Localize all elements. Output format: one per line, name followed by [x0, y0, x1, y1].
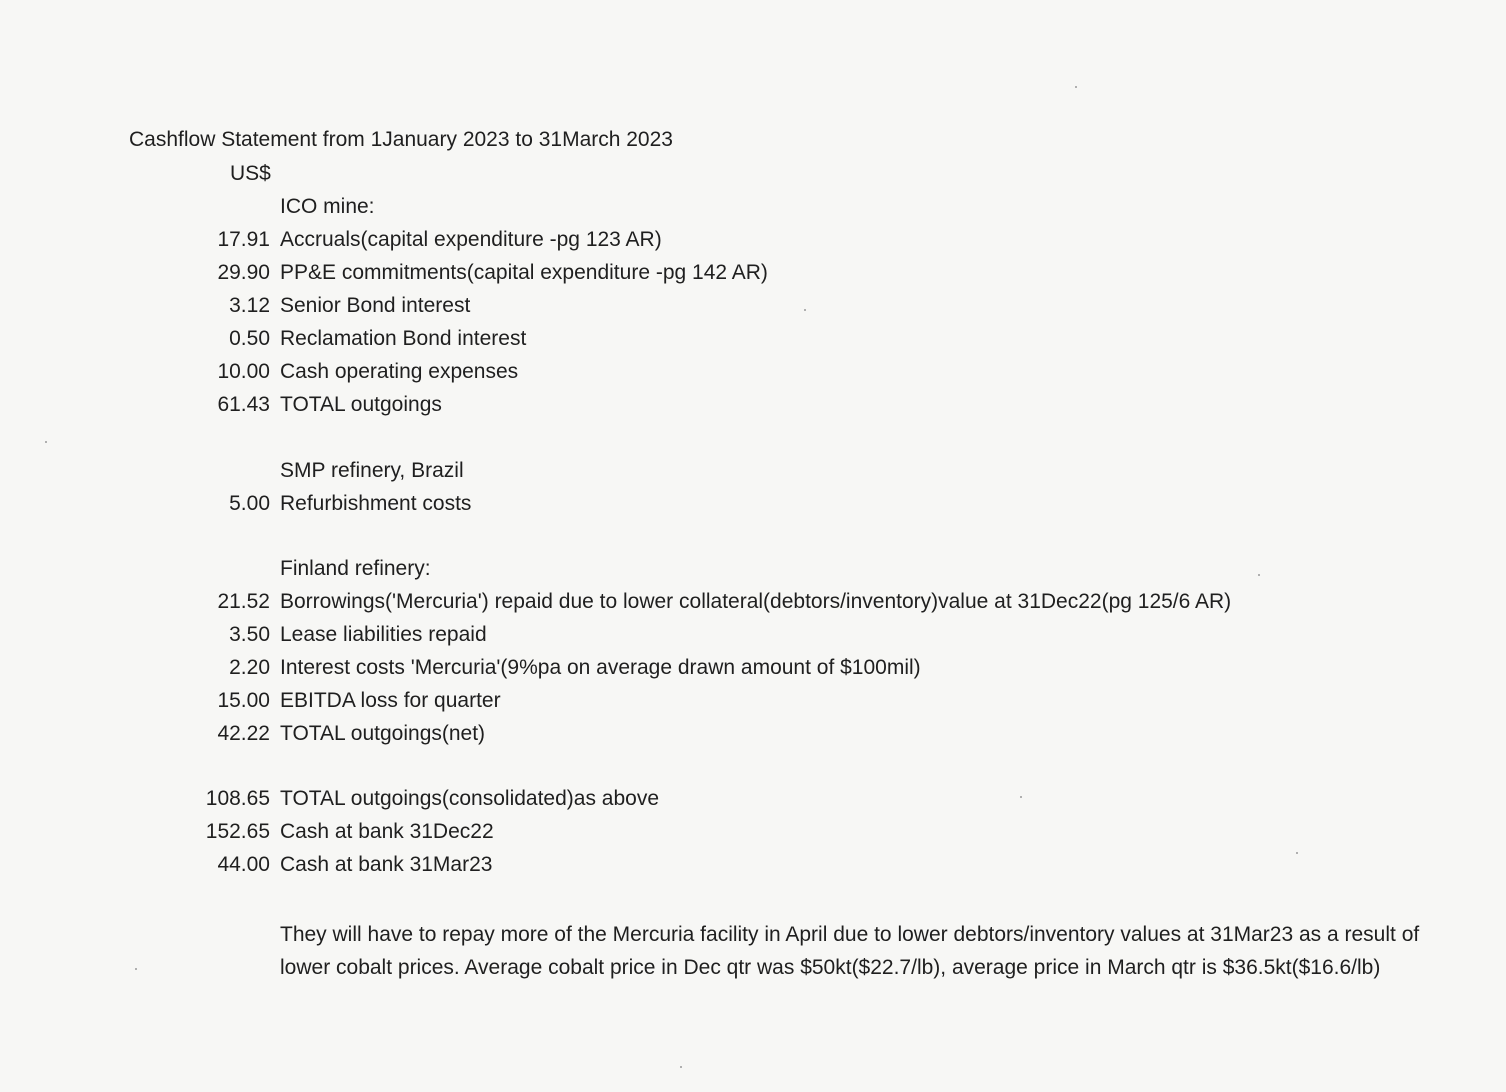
scan-speck	[1020, 796, 1022, 798]
row-label: Borrowings('Mercuria') repaid due to lower collateral(debtors/inventory)value at 31Dec22(pg 125/6 AR)	[280, 590, 1232, 613]
scan-speck	[1075, 86, 1077, 88]
section-heading-ico-mine: ICO mine:	[280, 195, 375, 218]
scan-speck	[1258, 574, 1260, 576]
row-label: TOTAL outgoings(net)	[280, 722, 486, 745]
row-amount: 10.00	[217, 360, 270, 383]
row-amount: 2.20	[229, 656, 270, 679]
row-label: EBITDA loss for quarter	[280, 689, 501, 712]
row-amount: 21.52	[217, 590, 270, 613]
row-label: TOTAL outgoings	[280, 393, 442, 416]
row-label: Lease liabilities repaid	[280, 623, 487, 646]
row-label: Reclamation Bond interest	[280, 327, 527, 350]
scan-speck	[135, 968, 137, 970]
row-amount: 108.65	[205, 787, 270, 810]
row-amount: 3.12	[229, 294, 270, 317]
section-heading-finland-refinery: Finland refinery:	[280, 557, 431, 580]
currency-label: US$	[230, 162, 271, 185]
scan-speck	[1296, 852, 1298, 854]
row-amount: 44.00	[217, 853, 270, 876]
row-label: TOTAL outgoings(consolidated)as above	[280, 787, 660, 810]
section-heading-smp-refinery: SMP refinery, Brazil	[280, 459, 464, 482]
scan-speck	[680, 1066, 682, 1068]
scan-speck	[45, 441, 47, 443]
document-title: Cashflow Statement from 1January 2023 to 31March 2023	[129, 128, 673, 151]
row-amount: 5.00	[229, 492, 270, 515]
row-amount: 3.50	[229, 623, 270, 646]
row-amount: 15.00	[217, 689, 270, 712]
row-label: Cash at bank 31Dec22	[280, 820, 494, 843]
row-label: PP&E commitments(capital expenditure -pg 142 AR)	[280, 261, 768, 284]
row-amount: 152.65	[205, 820, 270, 843]
row-amount: 42.22	[217, 722, 270, 745]
row-amount: 29.90	[217, 261, 270, 284]
commentary-paragraph: They will have to repay more of the Mercuria facility in April due to lower debtors/inventory values at 31Mar23 as a result of lower cobalt prices. Average cobalt price in Dec qtr was $50kt($22.7/lb), average price in March qtr is $36.5kt($16.6/lb)	[280, 923, 1420, 979]
row-amount: 0.50	[229, 327, 270, 350]
scan-speck	[804, 309, 806, 311]
row-label: Cash at bank 31Mar23	[280, 853, 493, 876]
row-label: Interest costs 'Mercuria'(9%pa on average drawn amount of $100mil)	[280, 656, 921, 679]
row-label: Accruals(capital expenditure -pg 123 AR)	[280, 228, 662, 251]
row-label: Cash operating expenses	[280, 360, 519, 383]
row-amount: 61.43	[217, 393, 270, 416]
row-label: Refurbishment costs	[280, 492, 472, 515]
row-label: Senior Bond interest	[280, 294, 471, 317]
row-amount: 17.91	[217, 228, 270, 251]
